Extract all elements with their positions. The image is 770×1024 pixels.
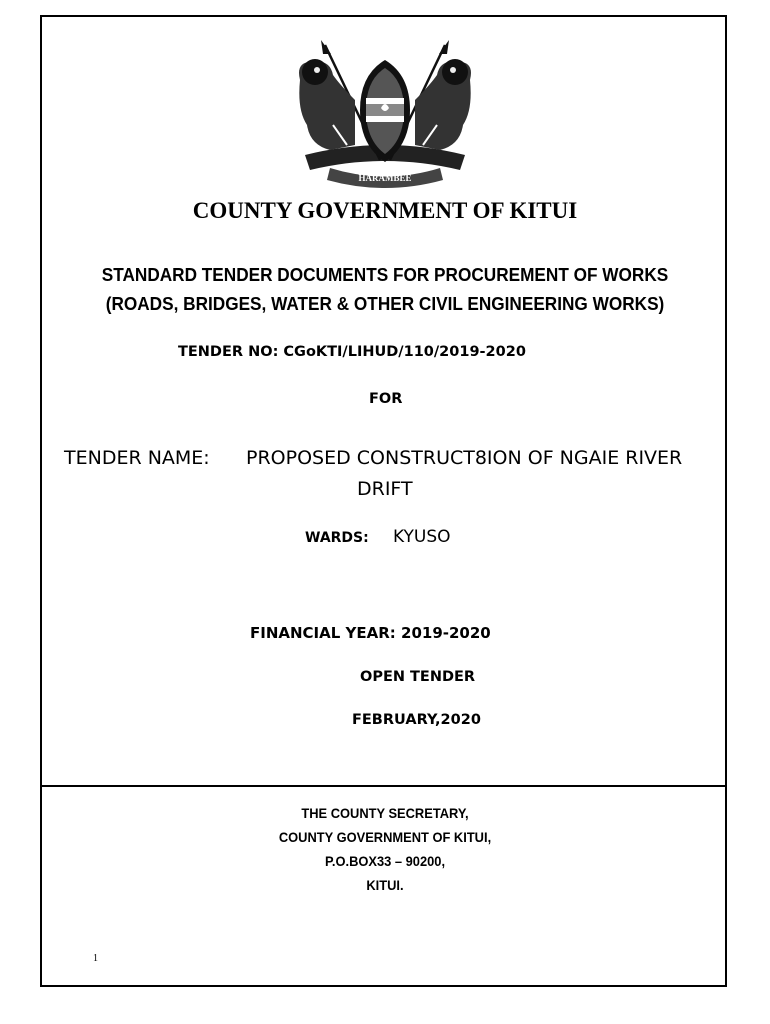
- address-line-1: THE COUNTY SECRETARY,: [301, 805, 469, 821]
- address-line-3: P.O.BOX33 – 90200,: [324, 853, 446, 869]
- tender-name-line-1: PROPOSED CONSTRUCT8ION OF NGAIE RIVER: [246, 447, 683, 469]
- wards-label: WARDS:: [305, 530, 369, 546]
- financial-year: FINANCIAL YEAR: 2019-2020: [250, 624, 491, 642]
- document-title-line-1: STANDARD TENDER DOCUMENTS FOR PROCUREMENT OF WORKS: [101, 264, 669, 285]
- address-line-2: COUNTY GOVERNMENT OF KITUI,: [278, 829, 492, 845]
- tender-type: OPEN TENDER: [360, 669, 476, 685]
- wards-value: KYUSO: [393, 527, 451, 547]
- document-title-line-2: (ROADS, BRIDGES, WATER & OTHER CIVIL ENGINEERING WORKS): [105, 293, 665, 314]
- kenya-coat-of-arms-icon: [285, 40, 485, 190]
- page-number: 1: [93, 953, 98, 964]
- section-divider: [40, 785, 727, 787]
- for-label: FOR: [369, 391, 403, 407]
- tender-number: [178, 344, 526, 360]
- tender-date: FEBRUARY,2020: [352, 712, 481, 728]
- tender-name-line-2: DRIFT: [357, 478, 413, 500]
- motto-text: HARAMBEE: [358, 173, 412, 183]
- tender-name-label: TENDER NAME:: [64, 447, 210, 469]
- tender-number-label: TENDER NO: [178, 344, 273, 360]
- address-line-4: KITUI.: [366, 877, 404, 893]
- tender-number-value: : CGoKTI/LIHUD/110/2019-2020: [272, 344, 526, 360]
- county-title: COUNTY GOVERNMENT OF KITUI: [192, 198, 578, 223]
